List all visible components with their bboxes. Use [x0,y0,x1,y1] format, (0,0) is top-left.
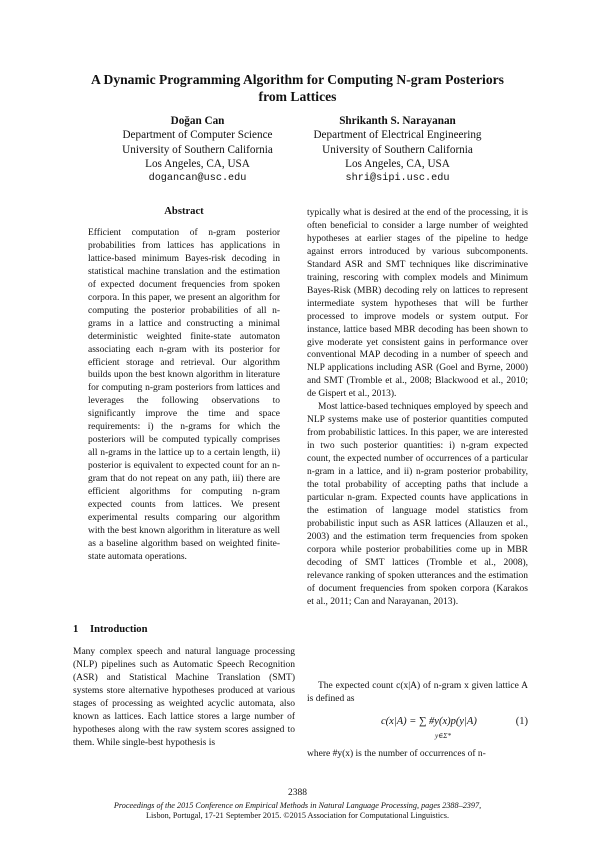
section-heading [73,624,148,635]
footer-line-2: Lisbon, Portugal, 17-21 September 2015. ©2015 Association for Computational Linguistics. [146,811,449,821]
right-paragraph-3: The expected count c(x|A) of n-gram x given lattice A is defined as [307,681,528,704]
equation-expression: c(x|A) = ∑ #y(x)p(y|A) [381,716,477,727]
footer-line-1: Proceedings of the 2015 Conference on Empirical Methods in Natural Language Processing, pages 2388–2397, [113,801,482,810]
paper-title [60,72,535,105]
title-line-2: from Lattices [258,88,337,104]
author-email[interactable]: shri@sipi.usc.edu [345,172,450,184]
author-name: Shrikanth S. Narayanan [339,115,456,127]
author-email[interactable]: dogancan@usc.edu [148,172,247,184]
abstract-heading: Abstract [164,206,204,217]
right-paragraph-1: typically what is desired at the end of the processing, it is often beneficial to consider a large number of weighted hypotheses at earlier stages of the pipeline to hedge against errors introduced by various subcomponents. Standard ASR and SMT techniques like discriminative training, rescoring with complex models and Minimum Bayes-Risk (MBR) decoding rely on lattices to represent intermediate system hypotheses that will be further processed to improve models or system output. For instance, lattice based MBR decoding has been shown to give moderate yet consistent gains in performance over conventional MAP decoding in a number of speech and NLP applications including ASR (Goel and Byrne, 2000) and SMT (Tromble et al., 2008; Blackwood et al., 2010; de Gispert et al., 2013). [307,208,528,400]
author-block-1 [90,114,305,186]
author-department: Department of Electrical Engineering [313,129,482,142]
equation-number: (1) [515,716,528,727]
right-paragraph-2: Most lattice-based techniques employed by speech and NLP systems make use of posterior quantities computed from probabilistic lattices. In this paper, we are interested in two such posterior quantities: i) n-gram expected count, the expected number of occurrences of a particular n-gram in a lattice, and ii) n-gram posterior probability, the total probability of accepting paths that include a particular n-gram. Expected counts have applications in the estimation of language model statistics from probabilistic input such as ASR lattices (Allauzen et al., 2003) and the estimation term frequencies from spoken corpora while posterior probabilities come up in MBR decoding of SMT lattices (Tromble et al., 2008), relevance ranking of spoken utterances and the estimation of document frequencies from spoken corpora (Karakos et al., 2011; Can and Narayanan, 2013). [307,402,528,607]
title-line-1: A Dynamic Programming Algorithm for Computing N-gram Posteriors [91,72,504,87]
equation-subscript: y∈Σ* [435,732,451,740]
author-block-2 [285,114,510,186]
author-name: Doğan Can [170,115,225,127]
author-department: Department of Computer Science [122,129,273,142]
equation-1 [307,712,528,742]
right-paragraph-4: where #y(x) is the number of occurrences of n- [307,749,486,759]
page-number: 2388 [288,788,307,798]
right-column-text [307,207,528,609]
abstract-body: Efficient computation of n-gram posterior probabilities from lattices has applications in lattice-based minimum Bayes-risk decoding in statistical machine translation and the estimation of expected document frequencies from spoken corpora. In this paper, we present an algorithm for computing the posterior probabilities of all n-grams in a lattice and constructing a minimal deterministic weighted finite-state automaton associating each n-gram with its posterior for efficient storage and retrieval. Our algorithm builds upon the best known algorithm in literature for computing n-gram posteriors from lattices and leverages the following observations to significantly improve the time and space requirements: i) the n-grams for which the posteriors will be computed typically comprises all n-grams in the lattice up to a certain length, ii) posterior is equivalent to expected count for an n-gram that do not repeat on any path, iii) there are efficient algorithms for computing n-gram expected counts from lattices. We present experimental results comparing our algorithm with the best known algorithm in literature as well as a baseline algorithm based on weighted finite-state automata operations. [88,228,280,562]
proceedings-footer [60,801,535,822]
author-city: Los Angeles, CA, USA [345,158,450,171]
introduction-paragraph: Many complex speech and natural language processing (NLP) pipelines such as Automatic Speech Recognition (ASR) and Statistical Machine Translation (SMT) systems store alternative hypotheses produced at various stages of processing as weighted acyclic automata, also known as lattices. Each lattice stores a large number of hypotheses along with the raw system scores assigned to them. While single-best hypothesis is [73,647,295,748]
author-city: Los Angeles, CA, USA [145,158,250,171]
section-title: Introduction [90,624,148,635]
author-university: University of Southern California [322,143,473,156]
section-number: 1 [73,624,79,635]
author-university: University of Southern California [122,143,273,156]
right-paragraph-3-wrap [307,680,528,706]
